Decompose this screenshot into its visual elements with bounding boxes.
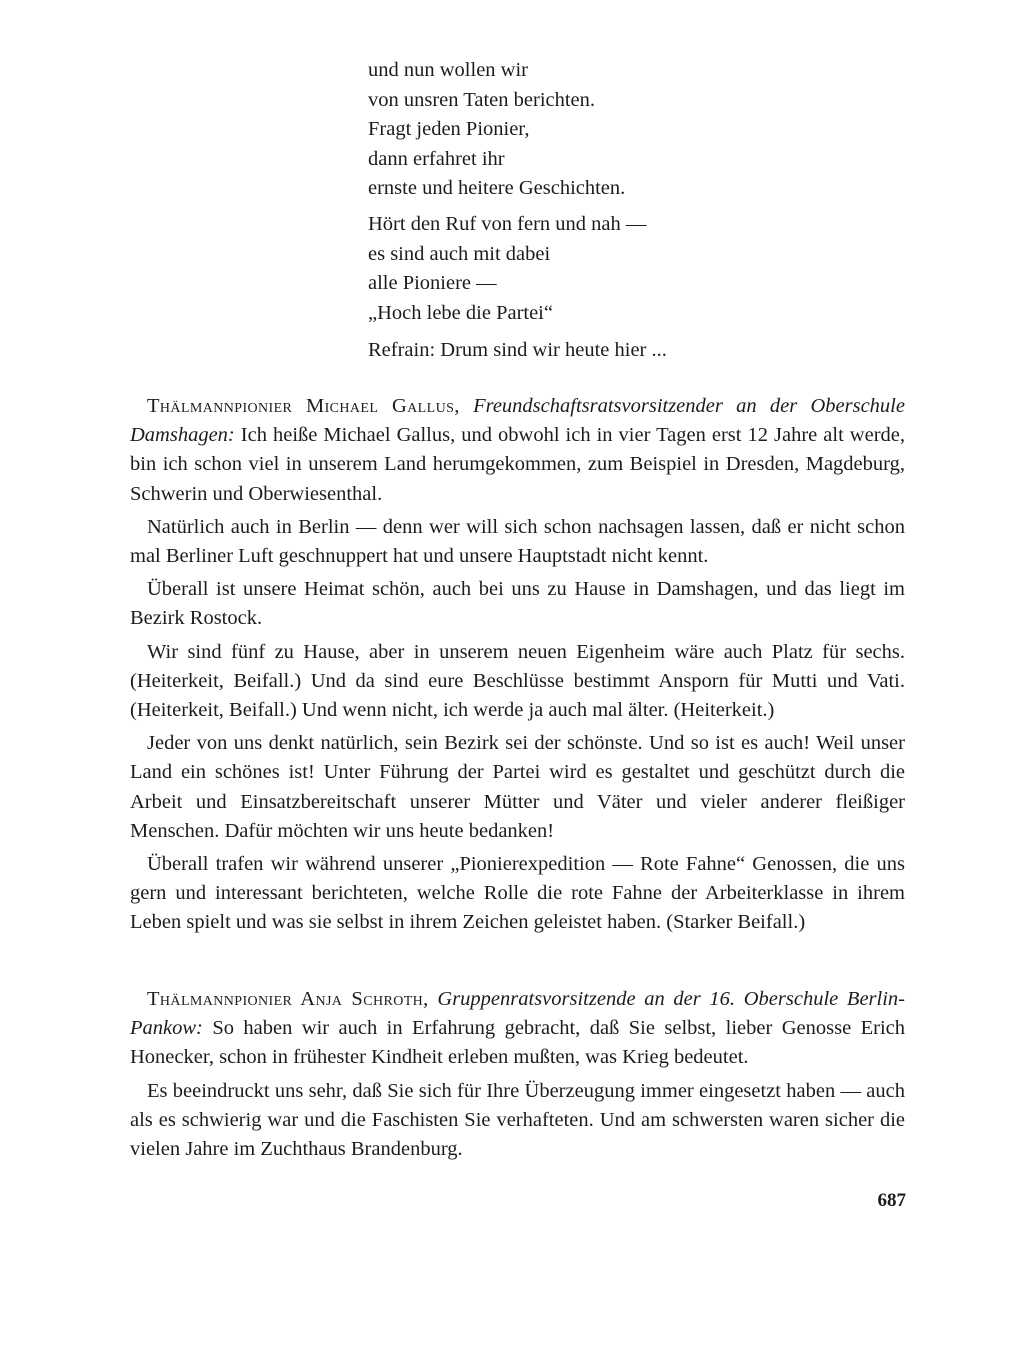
speaker-role: Gruppenratsvorsitzende an der 16. Oberschule Berlin-Pankow: xyxy=(130,988,905,1040)
speaker-name: Thälmannpionier Anja Schroth, xyxy=(147,988,429,1010)
speech-paragraph: Natürlich auch in Berlin — denn wer will sich schon nachsagen lassen, daß er nicht schon mal Berliner Luft geschnuppert hat und unsere Hauptstadt nicht kennt. xyxy=(130,515,905,568)
speech-paragraph: Überall trafen wir während unserer „Pionierexpedition — Rote Fahne“ Genossen, die uns gern und interessant berichteten, welche Rolle die rote Fahne der Arbeiterklasse in ihrem Leben spielt und was sie selbst in ihrem Zeichen geleistet haben. (Starker Beifall.) xyxy=(130,853,905,934)
speech-anja-schroth xyxy=(130,985,905,1168)
paragraph-text: Ich heiße Michael Gallus, und obwohl ich in vier Tagen erst 12 Jahre alt werde, bin ich schon viel in unserem Land herumgekommen, zum Beispiel in Dresden, Magdeburg, Schwerin und Oberwiesenthal. xyxy=(130,424,906,505)
poem-line: von unsren Taten berichten. xyxy=(368,88,596,111)
poem-line: Hört den Ruf von fern und nah — xyxy=(368,213,647,235)
poem-line: Refrain: Drum sind wir heute hier ... xyxy=(368,339,667,361)
speech-michael-gallus xyxy=(130,392,905,942)
page-number: 687 xyxy=(877,1190,906,1211)
paragraph-text: So haben wir auch in Erfahrung gebracht, daß Sie selbst, lieber Genosse Erich Honecker, schon in frühester Kindheit erleben mußten, was Krieg bedeutet. xyxy=(130,1017,906,1069)
speech-paragraph: Jeder von uns denkt natürlich, sein Bezirk sei der schönste. Und so ist es auch! Weil unser Land ein schönes ist! Unter Führung der Partei wird es gestaltet und geschützt durch die Arbeit und Einsatzbereitschaft unserer Mütter und Väter und vieler anderer fleißiger Menschen. Dafür möchten wir uns heute bedanken! xyxy=(130,732,905,842)
speech-paragraph: Es beeindruckt uns sehr, daß Sie sich für Ihre Überzeugung immer eingesetzt haben — auch als es schwierig war und die Faschisten Sie verhafteten. Und am schwersten waren sicher die vielen Jahre im Zuchthaus Brandenburg. xyxy=(130,1079,905,1161)
speaker-role: Freundschaftsratsvorsitzender an der Oberschule Damshagen: xyxy=(130,395,905,447)
speaker-name: Thälmannpionier Michael Gallus, xyxy=(147,395,460,417)
poem-line: alle Pioniere — xyxy=(368,272,497,294)
speech-paragraph: Überall ist unsere Heimat schön, auch bei uns zu Hause in Damshagen, und das liegt im Bezirk Rostock. xyxy=(130,578,905,630)
poem-stanza-1 xyxy=(368,56,788,204)
speech-paragraph: Wir sind fünf zu Hause, aber in unserem neuen Eigenheim wäre auch Platz für sechs. (Heiterkeit, Beifall.) Und da sind eure Beschlüsse bestimmt Ansporn für Mutti und Vati. (Heiterkeit, Beifall.) Und wenn nicht, ich werde ja auch mal älter. (Heiterkeit.) xyxy=(130,640,905,722)
speech-paragraph xyxy=(130,392,905,509)
poem-line: ernste und heitere Geschichten. xyxy=(368,177,626,199)
poem-line: und nun wollen wir xyxy=(368,59,528,81)
poem-line: es sind auch mit dabei xyxy=(368,242,551,265)
poem-line: dann erfahret ihr xyxy=(368,147,505,170)
poem-line: „Hoch lebe die Partei“ xyxy=(368,301,553,324)
poem-line: Fragt jeden Pionier, xyxy=(368,118,530,140)
poem-stanza-2 xyxy=(368,210,788,328)
poem-refrain xyxy=(368,336,788,366)
speech-paragraph xyxy=(130,985,905,1073)
